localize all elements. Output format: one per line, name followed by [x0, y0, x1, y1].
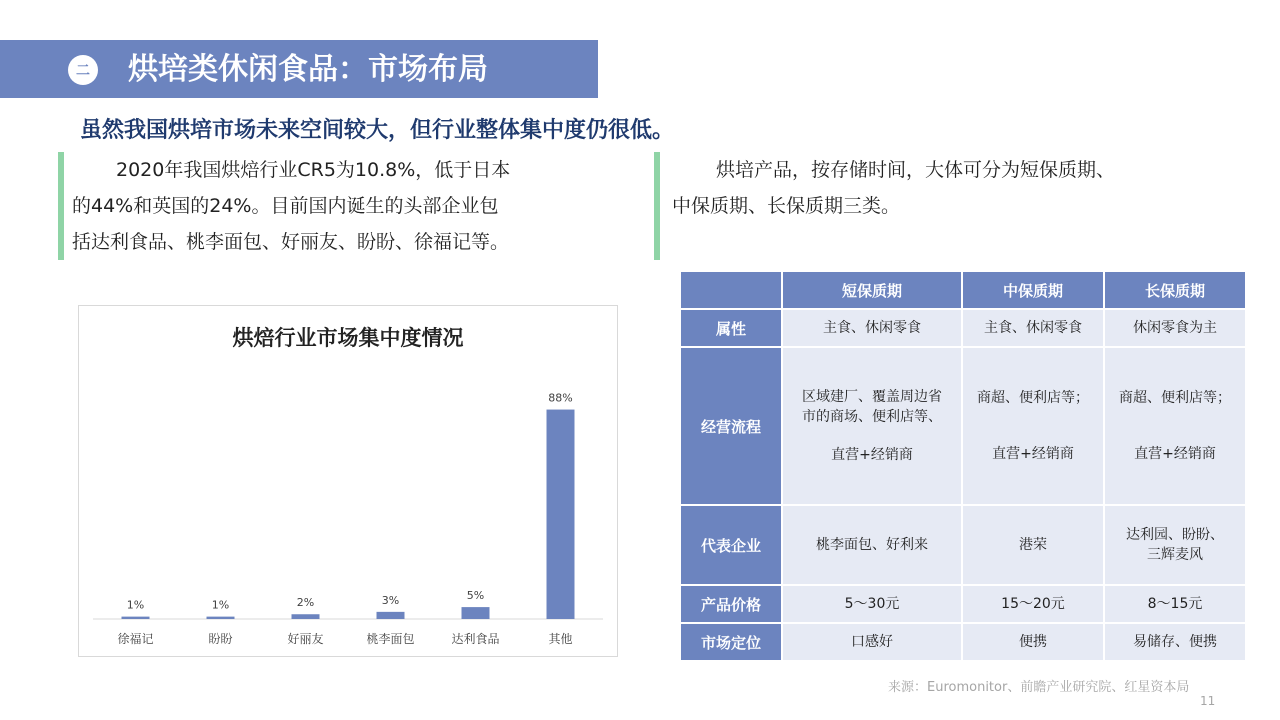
left-paragraph-bar: [58, 152, 64, 260]
x-tick-label: 盼盼: [208, 632, 233, 646]
table-cell: [1104, 347, 1246, 505]
left-paragraph: [72, 152, 632, 260]
cell-text: 便携: [1019, 634, 1047, 650]
svg-text:二: 二: [76, 63, 90, 79]
cell-spacer: [1109, 408, 1241, 426]
concentration-chart: [78, 305, 618, 657]
cell-spacer: [967, 426, 1099, 444]
cell-spacer: [787, 427, 957, 445]
table-row-header: 产品价格: [680, 585, 782, 623]
right-paragraph-line: 中保质期、长保质期三类。: [672, 195, 901, 217]
right-paragraph-bar: [654, 152, 660, 260]
table-row: [680, 309, 1246, 347]
table-row: [680, 585, 1246, 623]
page-title: 烘培类休闲食品：市场布局: [128, 52, 488, 87]
table-row-header: 代表企业: [680, 505, 782, 585]
table-cell: [782, 585, 962, 623]
cell-text: 5～30元: [844, 596, 900, 612]
cell-text: 主食、休闲零食: [984, 320, 1082, 336]
table-cell: [1104, 309, 1246, 347]
cell-text: 区域建厂、覆盖周边省: [802, 389, 942, 405]
cell-text: 8～15元: [1147, 596, 1203, 612]
table-cell: [962, 505, 1104, 585]
chart-canvas: [79, 306, 617, 656]
cell-text: 易储存、便携: [1133, 634, 1217, 650]
table-row-header: 经营流程: [680, 347, 782, 505]
table-cell: [962, 309, 1104, 347]
table-cell: [782, 623, 962, 661]
subtitle: 虽然我国烘培市场未来空间较大，但行业整体集中度仍很低。: [80, 118, 675, 143]
table-header-row: [680, 271, 1246, 309]
table-row: [680, 623, 1246, 661]
table-cell: [962, 585, 1104, 623]
table-header-medium: 中保质期: [962, 271, 1104, 309]
source-note: 来源：Euromonitor、前瞻产业研究院、红星资本局: [888, 680, 1190, 695]
table-row: [680, 347, 1246, 505]
x-tick-label: 达利食品: [451, 632, 500, 646]
bar-5: [547, 410, 575, 619]
cell-spacer: [967, 408, 1099, 426]
table-cell: [782, 309, 962, 347]
cell-text: 三辉麦风: [1147, 547, 1203, 563]
table-cell: [1104, 585, 1246, 623]
data-label: 1%: [211, 598, 230, 612]
table-cell: [782, 505, 962, 585]
cell-text: 市的商场、便利店等、: [802, 409, 942, 425]
cell-text: 直营+经销商: [992, 446, 1074, 462]
cell-spacer: [1109, 426, 1241, 444]
data-label: 5%: [466, 589, 485, 603]
cell-text: 直营+经销商: [831, 447, 913, 463]
bar-1: [207, 617, 235, 619]
right-paragraph-line: 烘培产品，按存储时间，大体可分为短保质期、: [716, 159, 1116, 181]
x-tick-label: 桃李面包: [366, 632, 415, 646]
left-paragraph-line: 2020年我国烘焙行业CR5为10.8%，低于日本: [116, 159, 511, 181]
cell-text: 口感好: [851, 634, 893, 650]
x-tick-label: 好丽友: [287, 632, 324, 646]
left-paragraph-line: 括达利食品、桃李面包、好丽友、盼盼、徐福记等。: [72, 231, 510, 253]
cell-text: 15～20元: [1001, 596, 1065, 612]
bar-2: [292, 614, 320, 619]
cell-text: 主食、休闲零食: [823, 320, 921, 336]
x-tick-label: 其他: [548, 632, 573, 646]
table-cell: [962, 623, 1104, 661]
page-number: 11: [1200, 694, 1216, 708]
cell-text: 桃李面包、好利来: [816, 537, 928, 553]
bar-4: [462, 607, 490, 619]
table-row-header: 属性: [680, 309, 782, 347]
data-label: 88%: [548, 391, 573, 405]
data-label: 1%: [126, 598, 145, 612]
cell-text: 达利园、盼盼、: [1126, 527, 1224, 543]
table-cell: [1104, 505, 1246, 585]
table-header-short: 短保质期: [782, 271, 962, 309]
bar-3: [377, 612, 405, 619]
table-row-header: 市场定位: [680, 623, 782, 661]
right-paragraph: [672, 152, 1252, 224]
storage-type-table: [679, 270, 1247, 662]
table-cell: [782, 347, 962, 505]
bar-0: [122, 617, 150, 619]
cell-text: 商超、便利店等；: [1119, 390, 1231, 406]
chart-title: 烘焙行业市场集中度情况: [232, 326, 464, 350]
cell-text: 休闲零食为主: [1133, 320, 1217, 336]
data-label: 2%: [296, 596, 315, 610]
data-label: 3%: [381, 593, 400, 607]
cell-text: 港荣: [1019, 537, 1047, 553]
table-row: [680, 505, 1246, 585]
table-corner-cell: [680, 271, 782, 309]
cell-text: 直营+经销商: [1134, 446, 1216, 462]
table-cell: [1104, 623, 1246, 661]
table-cell: [962, 347, 1104, 505]
x-tick-label: 徐福记: [117, 632, 154, 646]
left-paragraph-line: 的44%和英国的24%。目前国内诞生的头部企业包: [72, 195, 499, 217]
section-number-icon: [68, 55, 98, 85]
table-header-long: 长保质期: [1104, 271, 1246, 309]
cell-text: 商超、便利店等；: [977, 390, 1089, 406]
